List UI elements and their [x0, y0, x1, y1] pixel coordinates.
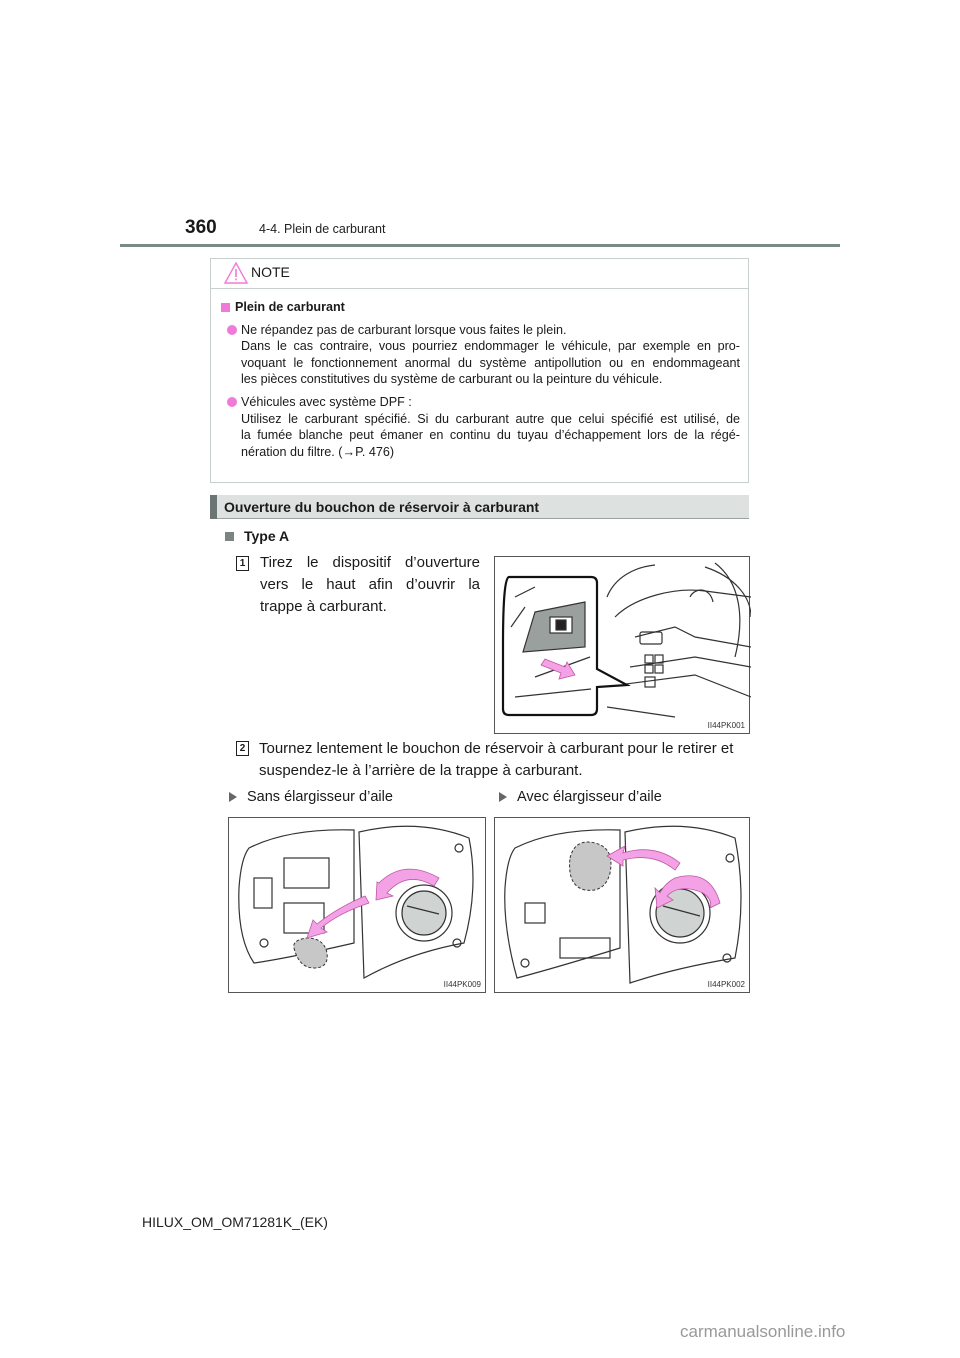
note-body — [211, 289, 748, 460]
page-number: 360 — [185, 217, 217, 238]
dashboard-illustration — [495, 557, 751, 735]
grey-square-bullet-icon — [225, 532, 234, 541]
step-badge-2: 2 — [236, 741, 249, 756]
pink-square-bullet-icon — [221, 303, 230, 312]
footer-doc-code: HILUX_OM_OM71281K_(EK) — [142, 1214, 328, 1230]
note-bullet-text — [241, 322, 740, 388]
note-bullet — [227, 394, 740, 460]
triangle-bullet-icon — [229, 792, 237, 802]
figure-code: II44PK009 — [443, 980, 481, 989]
fuel-cap-illustration — [229, 818, 487, 994]
line: Ne répandez pas de carburant lorsque vous faites le plein. — [241, 322, 567, 337]
pink-dot-bullet-icon — [227, 397, 237, 407]
line: la fumée blanche peut émaner en continu du tuyau d’échappement lors de la régé- — [241, 428, 740, 443]
chapter-title: 4-4. Plein de carburant — [259, 222, 386, 236]
note-title — [221, 299, 740, 316]
watermark: carmanualsonline.info — [680, 1322, 846, 1341]
step-1-text: Tirez le dispositif d’ouverture vers le haut afin d’ouvrir la trappe à carburant. — [260, 554, 480, 615]
note-header — [211, 259, 748, 289]
note-bullet — [227, 322, 740, 388]
header-rule — [120, 244, 840, 247]
pink-dot-bullet-icon — [227, 325, 237, 335]
note-bullet-text — [241, 394, 740, 460]
line: Utilisez le carburant spécifié. Si du carburant autre que celui spécifié est utilisé, de — [241, 411, 740, 426]
variant-text: Avec élargisseur d’aile — [517, 789, 662, 805]
line: les pièces constitutives du système de carburant ou la peinture du véhicule. — [241, 372, 663, 387]
line: voquant le fonctionnement anormal du système antipollution ou en endommageant — [241, 355, 740, 370]
note-box — [210, 258, 749, 483]
figure-code: II44PK001 — [707, 721, 745, 730]
step-2-text: Tournez lentement le bouchon de réservoir à carburant pour le retirer et suspendez-le à l’arrière de la trappe à carburant. — [259, 740, 734, 779]
warning-triangle-icon — [224, 262, 248, 284]
fuel-cap-illustration — [495, 818, 751, 994]
figure-code: II44PK002 — [707, 980, 745, 989]
figure-fuel-door-opener — [494, 556, 750, 734]
variant-label-without-flare — [229, 789, 393, 805]
line: Véhicules avec système DPF : — [241, 394, 412, 409]
type-heading — [225, 528, 289, 544]
section-title: Ouverture du bouchon de réservoir à carburant — [224, 499, 540, 515]
variant-label-with-flare — [499, 789, 662, 805]
note-title-text: Plein de carburant — [235, 300, 345, 314]
note-label: NOTE — [251, 264, 290, 280]
type-label: Type A — [244, 528, 290, 544]
line: Dans le cas contraire, vous pourriez endommager le véhicule, par exemple en pro- — [241, 339, 740, 354]
step-badge-1: 1 — [236, 556, 249, 571]
section-heading — [210, 495, 749, 519]
triangle-bullet-icon — [499, 792, 507, 802]
section-accent — [210, 495, 217, 519]
variant-text: Sans élargisseur d’aile — [247, 789, 393, 805]
figure-fuel-cap-without-flare — [228, 817, 486, 993]
line: nération du filtre. (→P. 476) — [241, 444, 395, 459]
figure-fuel-cap-with-flare — [494, 817, 750, 993]
